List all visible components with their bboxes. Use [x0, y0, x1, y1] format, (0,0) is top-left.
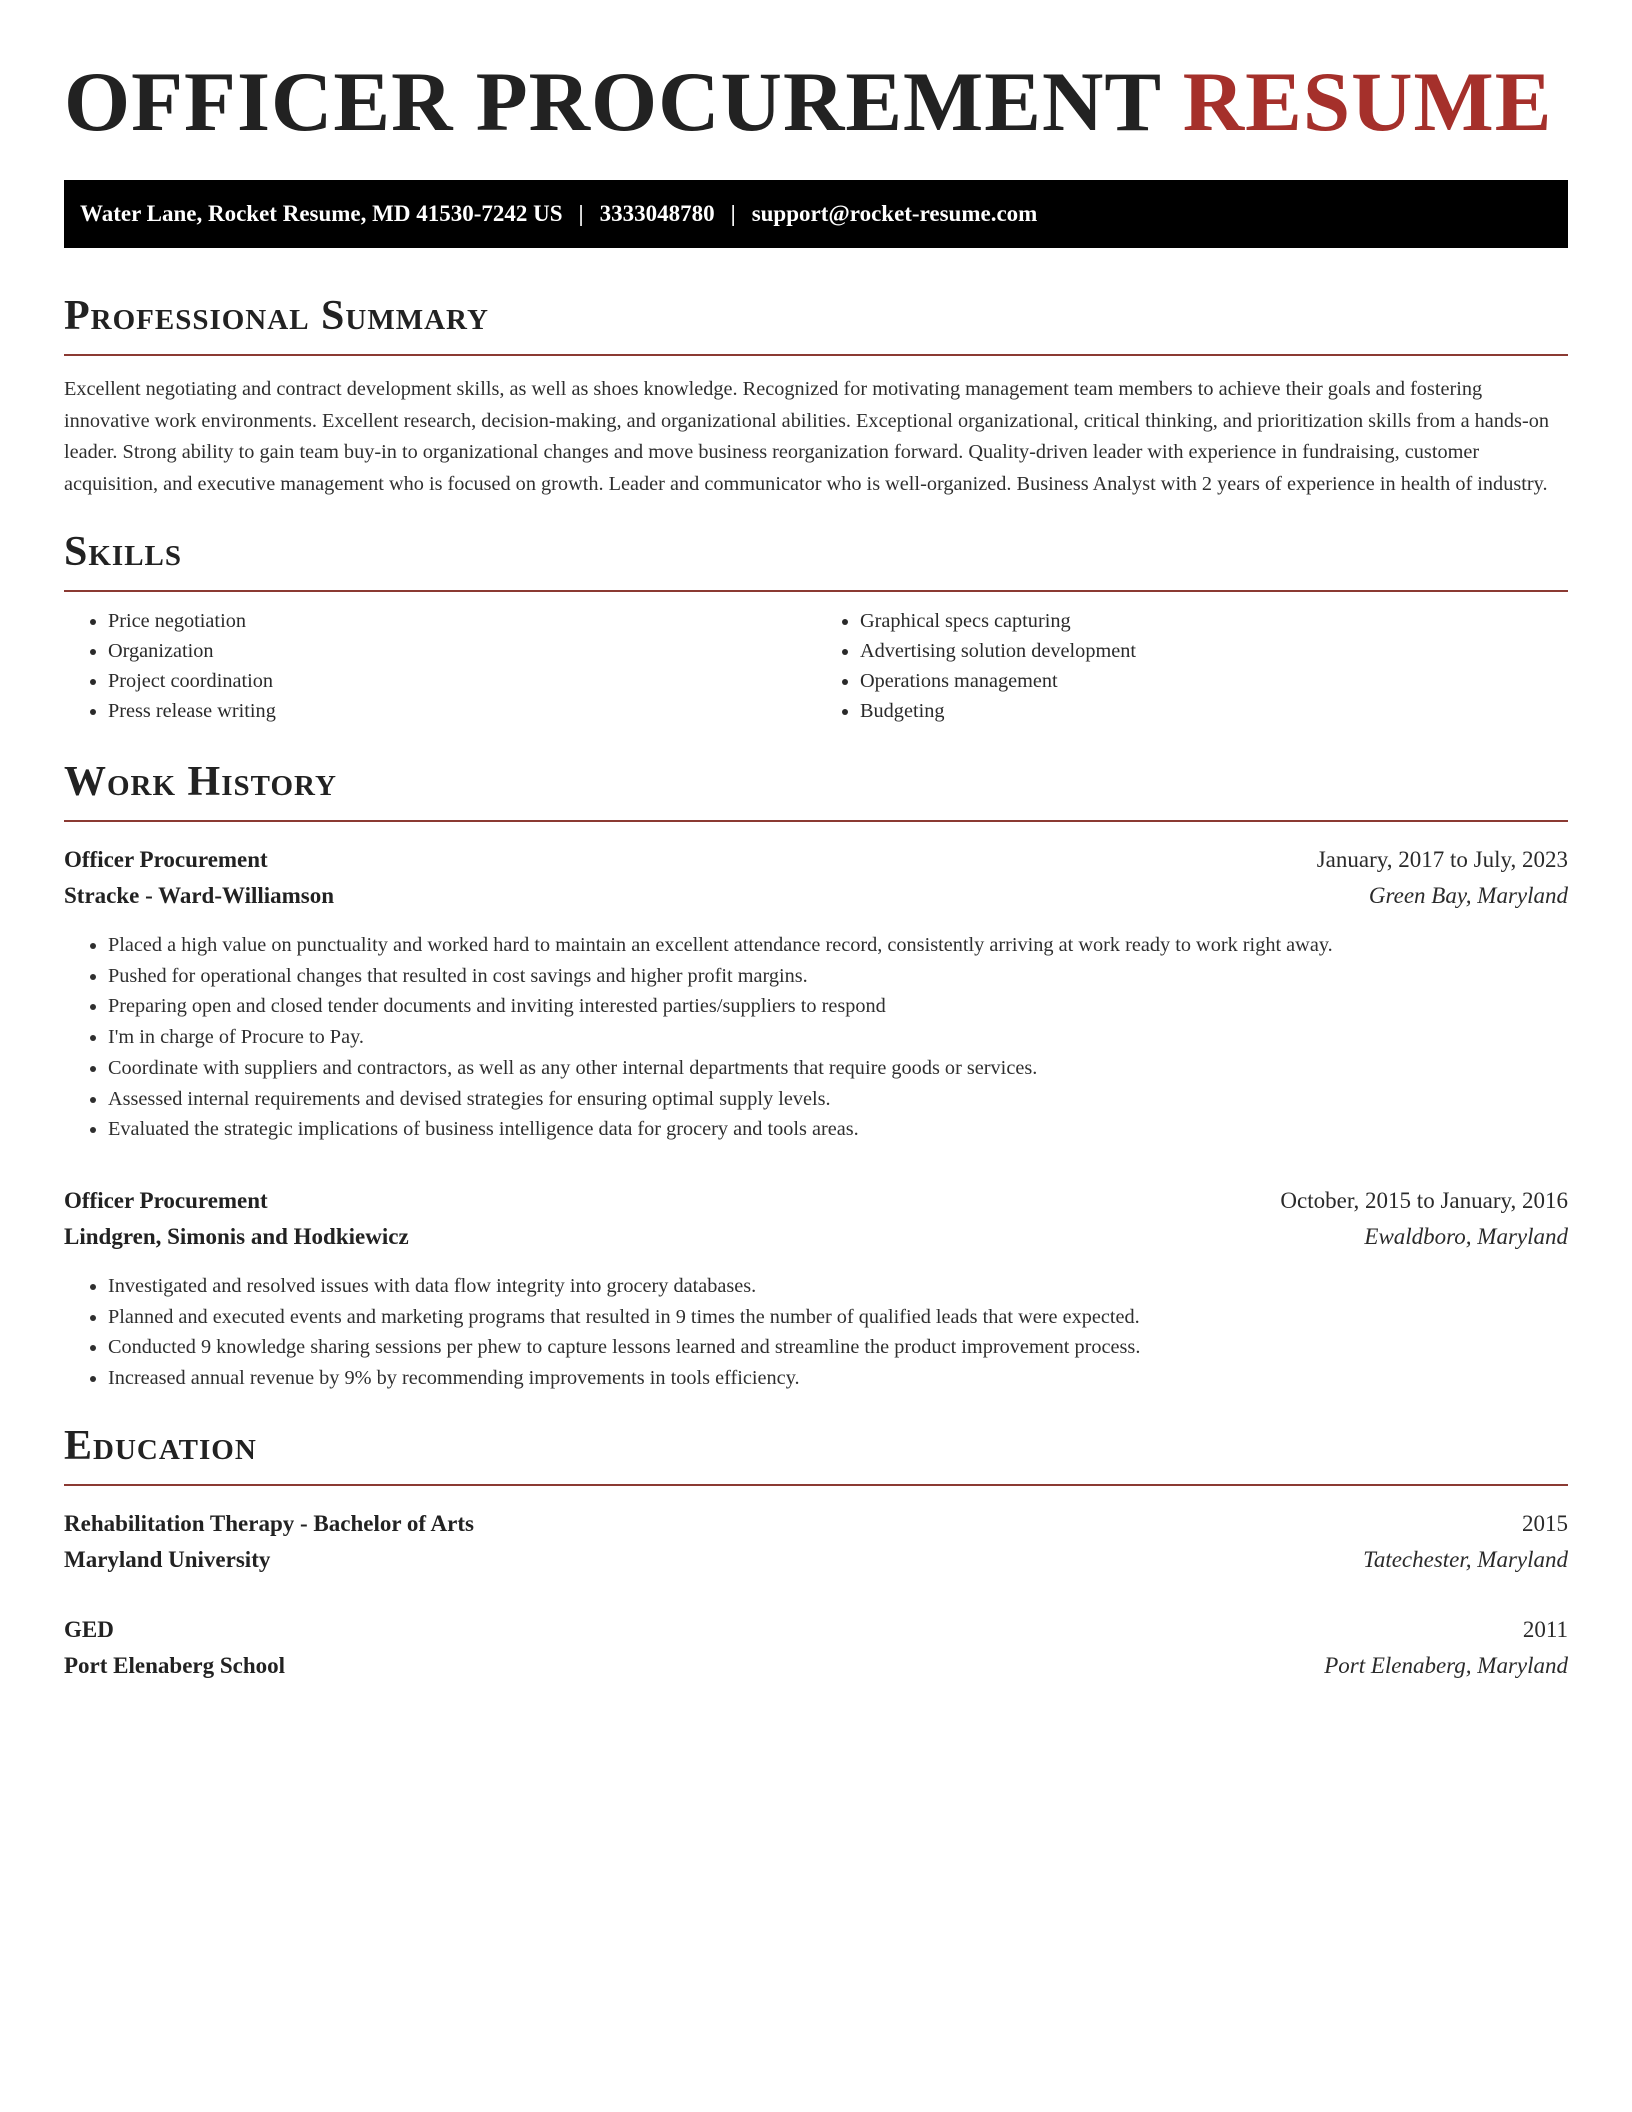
contact-bar [64, 180, 1568, 248]
job-bullet: • Placed a high value on punctuality and worked hard to maintain an excellent attendance record, consistently arriving at work ready to work right away. [108, 930, 1568, 961]
skill-item: • Operations management [860, 666, 1568, 696]
job-header [64, 842, 1568, 878]
education-entry [64, 1506, 1568, 1578]
job-header [64, 1183, 1568, 1219]
section-divider [64, 1484, 1568, 1486]
job-entry [64, 842, 1568, 1145]
section-divider [64, 354, 1568, 356]
title-main: OFFICER PROCUREMENT [64, 55, 1161, 149]
job-bullet: • Assessed internal requirements and devised strategies for ensuring optimal supply levels. [108, 1084, 1568, 1115]
summary-heading: Professional Summary [64, 293, 489, 339]
work-section [64, 756, 1568, 1394]
job-bullet: • Planned and executed events and marketing programs that resulted in 9 times the number of qualified leads that were expected. [108, 1302, 1568, 1333]
education-school: Port Elenaberg School [64, 1652, 286, 1678]
skill-item: • Graphical specs capturing [860, 606, 1568, 636]
education-header [64, 1612, 1568, 1648]
skills-list-left [64, 606, 816, 726]
education-year: 2011 [1522, 1616, 1568, 1642]
contact-address: Water Lane, Rocket Resume, MD 41530-7242 US [80, 201, 563, 226]
job-bullet: • Conducted 9 knowledge sharing sessions per phew to capture lessons learned and streamline the product improvement process. [108, 1332, 1568, 1363]
job-bullet: • Coordinate with suppliers and contractors, as well as any other internal departments that require goods or services. [108, 1053, 1568, 1084]
education-location: Port Elenaberg, Maryland [1324, 1652, 1568, 1678]
education-degree: GED [64, 1616, 114, 1642]
education-location: Tatechester, Maryland [1363, 1546, 1568, 1572]
job-subheader [64, 1219, 1568, 1255]
section-divider [64, 590, 1568, 592]
job-bullet: • Preparing open and closed tender documents and inviting interested parties/suppliers to respond [108, 991, 1568, 1022]
skills-section [64, 526, 1568, 726]
contact-separator: | [730, 201, 736, 226]
skill-item: • Budgeting [860, 696, 1568, 726]
skill-item: • Press release writing [108, 696, 816, 726]
summary-section [64, 290, 1568, 500]
contact-phone: 3333048780 [599, 201, 715, 226]
skills-list-right [816, 606, 1568, 726]
skills-columns [64, 606, 1568, 726]
education-school: Maryland University [64, 1546, 271, 1572]
skills-heading: Skills [64, 529, 183, 575]
education-heading: Education [64, 1422, 257, 1469]
job-bullet: • Increased annual revenue by 9% by recommending improvements in tools efficiency. [108, 1363, 1568, 1394]
education-subheader [64, 1542, 1568, 1578]
job-bullets [64, 930, 1568, 1145]
job-location: Green Bay, Maryland [1368, 883, 1568, 908]
summary-text: Excellent negotiating and contract development skills, as well as shoes knowledge. Recognized for motivating management team members to achieve their goals and fostering innovative work environments. Excellent research, decision-making, and organizational abilities. Exceptional organizational, critical thinking, and prioritization skills from a hands-on leader. Strong ability to gain team buy-in to organizational changes and move business reorganization forward. Quality-driven leader with experience in fundraising, customer acquisition, and executive management who is focused on growth. Leader and communicator who is well-organized. Business Analyst with 2 years of experience in health of industry. [64, 378, 1549, 495]
job-subheader [64, 878, 1568, 914]
job-position: Officer Procurement [64, 847, 268, 872]
education-header [64, 1506, 1568, 1542]
section-divider [64, 820, 1568, 822]
job-bullet: • I'm in charge of Procure to Pay. [108, 1022, 1568, 1053]
job-dates: October, 2015 to January, 2016 [1280, 1187, 1568, 1213]
education-entry [64, 1612, 1568, 1684]
job-company: Stracke - Ward-Williamson [64, 883, 335, 908]
skill-item: • Price negotiation [108, 606, 816, 636]
resume-title [64, 52, 1568, 152]
skill-item: • Advertising solution development [860, 636, 1568, 666]
title-accent: RESUME [1182, 55, 1553, 149]
skill-item: • Organization [108, 636, 816, 666]
job-bullets [64, 1271, 1568, 1394]
job-position: Officer Procurement [64, 1187, 268, 1213]
job-bullet: • Investigated and resolved issues with data flow integrity into grocery databases. [108, 1271, 1568, 1302]
contact-email: support@rocket-resume.com [751, 201, 1038, 226]
job-location: Ewaldboro, Maryland [1364, 1223, 1568, 1249]
education-subheader [64, 1648, 1568, 1684]
education-section [64, 1420, 1568, 1684]
education-degree: Rehabilitation Therapy - Bachelor of Arts [64, 1510, 474, 1536]
job-bullet: • Pushed for operational changes that resulted in cost savings and higher profit margins. [108, 961, 1568, 992]
contact-separator: | [578, 201, 584, 226]
job-entry [64, 1183, 1568, 1394]
job-bullet: • Evaluated the strategic implications of business intelligence data for grocery and tools areas. [108, 1114, 1568, 1145]
education-year: 2015 [1522, 1510, 1568, 1536]
work-heading: Work History [64, 759, 337, 805]
job-company: Lindgren, Simonis and Hodkiewicz [64, 1223, 409, 1249]
job-dates: January, 2017 to July, 2023 [1316, 847, 1568, 872]
skill-item: • Project coordination [108, 666, 816, 696]
